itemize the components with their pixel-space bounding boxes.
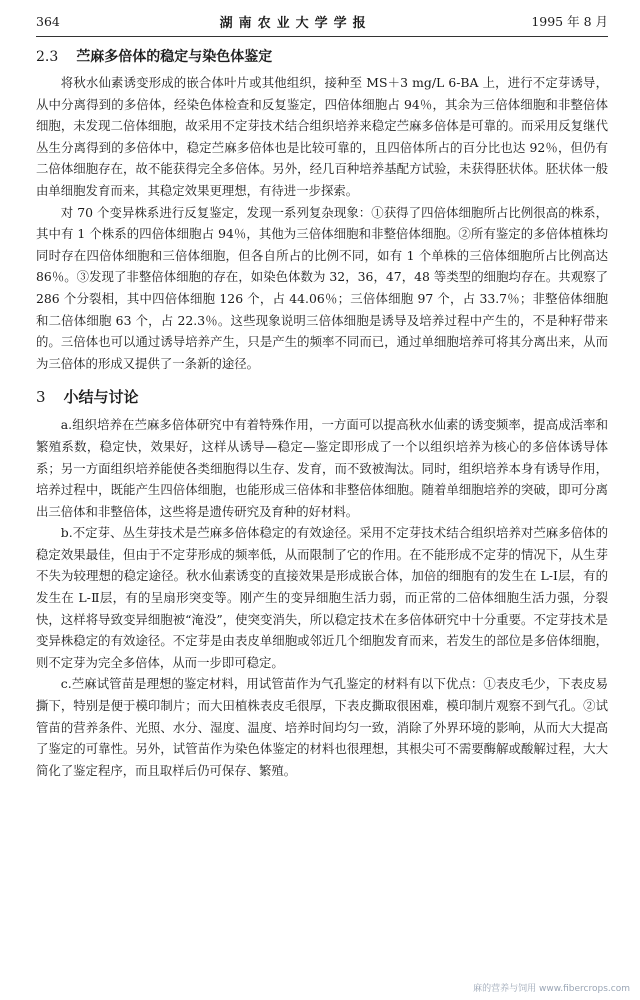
paragraph: 对 70 个变异株系进行反复鉴定，发现一系列复杂现象：①获得了四倍体细胞所占比例很高的株系，其中有 1 个株系的四倍体细胞占 94％，其他为三倍体细胞和非整倍体细胞。②所有鉴定的多倍体植株均同时存在四倍体细胞和三倍体细胞，但各自所占的比例不同，如有 1 个单株的三倍体细胞所占比例高达 86％。③发现了非整倍体细胞的存在，如染色体数为 32，36，47，48 等类型的细胞均存在。共观察了 286 个分裂相，其中四倍体细胞 126 个，占 44.06％；三倍体细胞 97 个，占 33.7％；非整倍体细胞和二倍体细胞 63 个，占 22.3％。这些现象说明三倍体细胞是诱导及培养过程中产生的，不是种籽带来的。三倍体也可以通过诱导培养产生，只是产生的频率不同而已，通过单细胞培养可将其分离出来，从而为三倍体的形成又提供了一条新的途径。 [36, 204, 608, 371]
header-rule [36, 36, 608, 37]
paragraph: b.不定芽、丛生芽技术是苎麻多倍体稳定的有效途径。采用不定芽技术结合组织培养对苎麻多倍体的稳定效果最佳，但由于不定芽形成的频率低，从而限制了它的作用。在不能形成不定芽的情况下，从生芽不失为较理想的稳定途径。秋水仙素诱变的直接效果是形成嵌合体，加倍的细胞有的发生在 L-Ⅰ层，有的发生在 L-Ⅱ层，有的呈扇形突变等。刚产生的变异细胞生活力弱，而正常的二倍体细胞生活力强，分裂快，这样将导致变异细胞被“淹没”，使突变消失，所以稳定技术在多倍体研究中十分重要。不定芽技术是变异株稳定的有效途径。不定芽是由表皮单细胞或邻近几个细胞发育而来，若发生的部位是多倍体细胞，则不定芽为完全多倍体，从而一步即可稳定。 [36, 525, 608, 670]
page-number: 364 [36, 13, 60, 29]
section-number: 2.3 [36, 49, 59, 65]
site-watermark: 麻的营养与饲用 www.fibercrops.com [473, 984, 630, 994]
section-2-3-heading [36, 46, 608, 68]
section-title: 小结与讨论 [63, 388, 139, 407]
issue-date: 1995 年 8 月 [531, 14, 608, 29]
journal-title: 湖南农业大学学报 [219, 15, 372, 31]
page-header [36, 10, 608, 32]
paragraph: a.组织培养在苎麻多倍体研究中有着特殊作用，一方面可以提高秋水仙素的诱变频率，提高成活率和繁殖系数，稳定快，效果好，这样从诱导—稳定—鉴定即形成了一个以组织培养为核心的多倍体诱导体系；另一方面组织培养能使各类细胞得以生存、发育，而不致被淘汰。同时，组织培养本身有诱导作用，培养过程中，既能产生四倍体细胞，也能形成三倍体和非整倍体细胞。随着单细胞培养的突破，即可分离出三倍体和非整倍体，这些将是遗传研究及育种的好材料。 [36, 417, 608, 519]
article-body [36, 46, 608, 781]
section-title: 苎麻多倍体的稳定与染色体鉴定 [76, 49, 273, 65]
paragraph: 将秋水仙素诱变形成的嵌合体叶片或其他组织，接种至 MS＋3 mg/L 6-BA 上，进行不定芽诱导，从中分离得到的多倍体，经染色体检查和反复鉴定，四倍体细胞占 94％，其余为三倍体细胞和非整倍体细胞，未发现二倍体细胞，故采用不定芽技术结合组织培养来稳定苎麻多倍体是可靠的。而采用反复继代丛生分离得到的多倍体中，稳定苎麻多倍体也是比较可靠的，且四倍体所占的百分比也达 92％，但仍有二倍体细胞存在，故不能获得完全多倍体。另外，经几百种培养基配方试验，未获得胚状体。胚状体一般由单细胞发育而来，其稳定效果更理想，有待进一步探索。 [36, 75, 608, 198]
paragraph: c.苎麻试管苗是理想的鉴定材料，用试管苗作为气孔鉴定的材料有以下优点：①表皮毛少，下表皮易撕下，特别是便于模印制片；而大田植株表皮毛很厚，下表皮撕取很困难，模印制片观察不到气孔。②试管苗的营养条件、光照、水分、湿度、温度、培养时间均匀一致，消除了外界环境的影响，从而大大提高了鉴定的可靠性。另外，试管苗作为染色体鉴定的材料也很理想，其根尖可不需要酶解或酸解过程，大大简化了鉴定程序，而且取样后仍可保存、繁殖。 [36, 676, 608, 778]
section-3-heading [36, 386, 608, 408]
section-number: 3 [36, 388, 46, 407]
